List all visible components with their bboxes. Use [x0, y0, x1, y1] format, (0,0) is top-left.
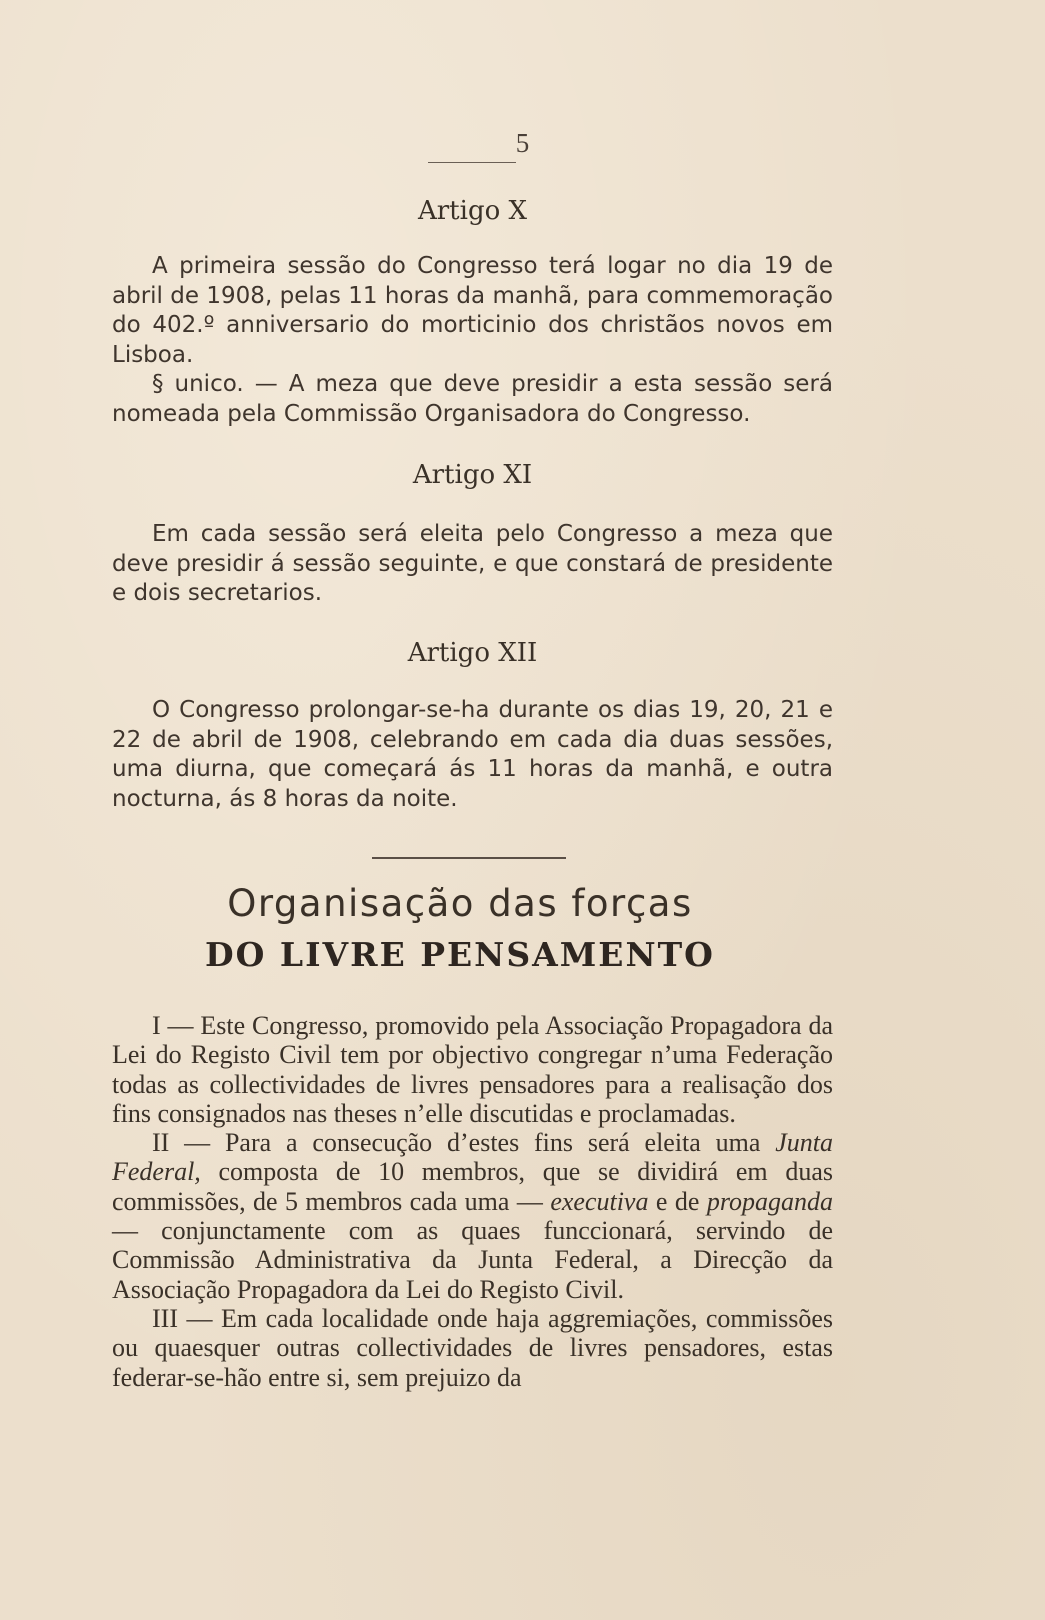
section-body	[112, 1011, 833, 1392]
paragraph: III — Em cada localidade onde haja aggremiações, commissões ou quaesquer outras collectividades de livres pensadores, estas federar-se-hão entre si, sem prejuizo da	[112, 1303, 833, 1392]
article-heading: Artigo XI	[412, 460, 533, 490]
article-body	[112, 520, 833, 609]
section-divider	[372, 857, 566, 859]
article-heading: Artigo X	[417, 196, 528, 226]
page-number: 5	[515, 128, 530, 158]
article-body	[112, 696, 833, 814]
emphasis-term: executiva	[550, 1186, 649, 1216]
article-heading: Artigo XII	[407, 638, 538, 668]
paragraph	[112, 1128, 833, 1304]
section-title: Organisação das forças	[227, 882, 693, 925]
paragraph: § unico. — A meza que deve presidir a esta sessão será nomeada pela Commissão Organisadora do Congresso.	[112, 371, 833, 427]
paragraph: I — Este Congresso, promovido pela Associação Propagadora da Lei do Registo Civil tem por objectivo congregar n’uma Federação todas as collectividades de livres pensadores para a realisação dos fins consignados nas theses n’elle discutidas e proclamadas.	[112, 1011, 833, 1128]
emphasis-term: Junta Federal,	[112, 1128, 833, 1187]
paragraph-text: composta de 10 membros, que se dividirá em duas commissões, de 5 membros cada uma —	[112, 1157, 833, 1216]
paragraph-lead: II — Para a consecução d’estes fins será eleita uma	[152, 1128, 776, 1158]
paragraph: A primeira sessão do Congresso terá logar no dia 19 de abril de 1908, pelas 11 horas da manhã, para commemoração do 402.º anniversario do morticinio dos christãos novos em Lisboa.	[112, 253, 833, 368]
paragraph: O Congresso prolongar-se-ha durante os dias 19, 20, 21 e 22 de abril de 1908, celebrando em cada dia duas sessões, uma diurna, que começará ás 11 horas da manhã, e outra nocturna, ás 8 horas da noite.	[112, 697, 833, 812]
section-subtitle: DO LIVRE PENSAMENTO	[205, 935, 715, 974]
page-number-rule	[428, 162, 516, 163]
paragraph-text: e de	[648, 1186, 707, 1216]
paragraph: Em cada sessão será eleita pelo Congresso a meza que deve presidir á sessão seguinte, e que constará de presidente e dois secretarios.	[112, 521, 833, 606]
emphasis-term: propaganda	[706, 1186, 833, 1216]
article-body	[112, 252, 833, 429]
paragraph-text: — conjunctamente com as quaes funccionará, servindo de Commissão Administrativa da Junta Federal, a Direcção da Associação Propagadora da Lei do Registo Civil.	[112, 1216, 833, 1304]
